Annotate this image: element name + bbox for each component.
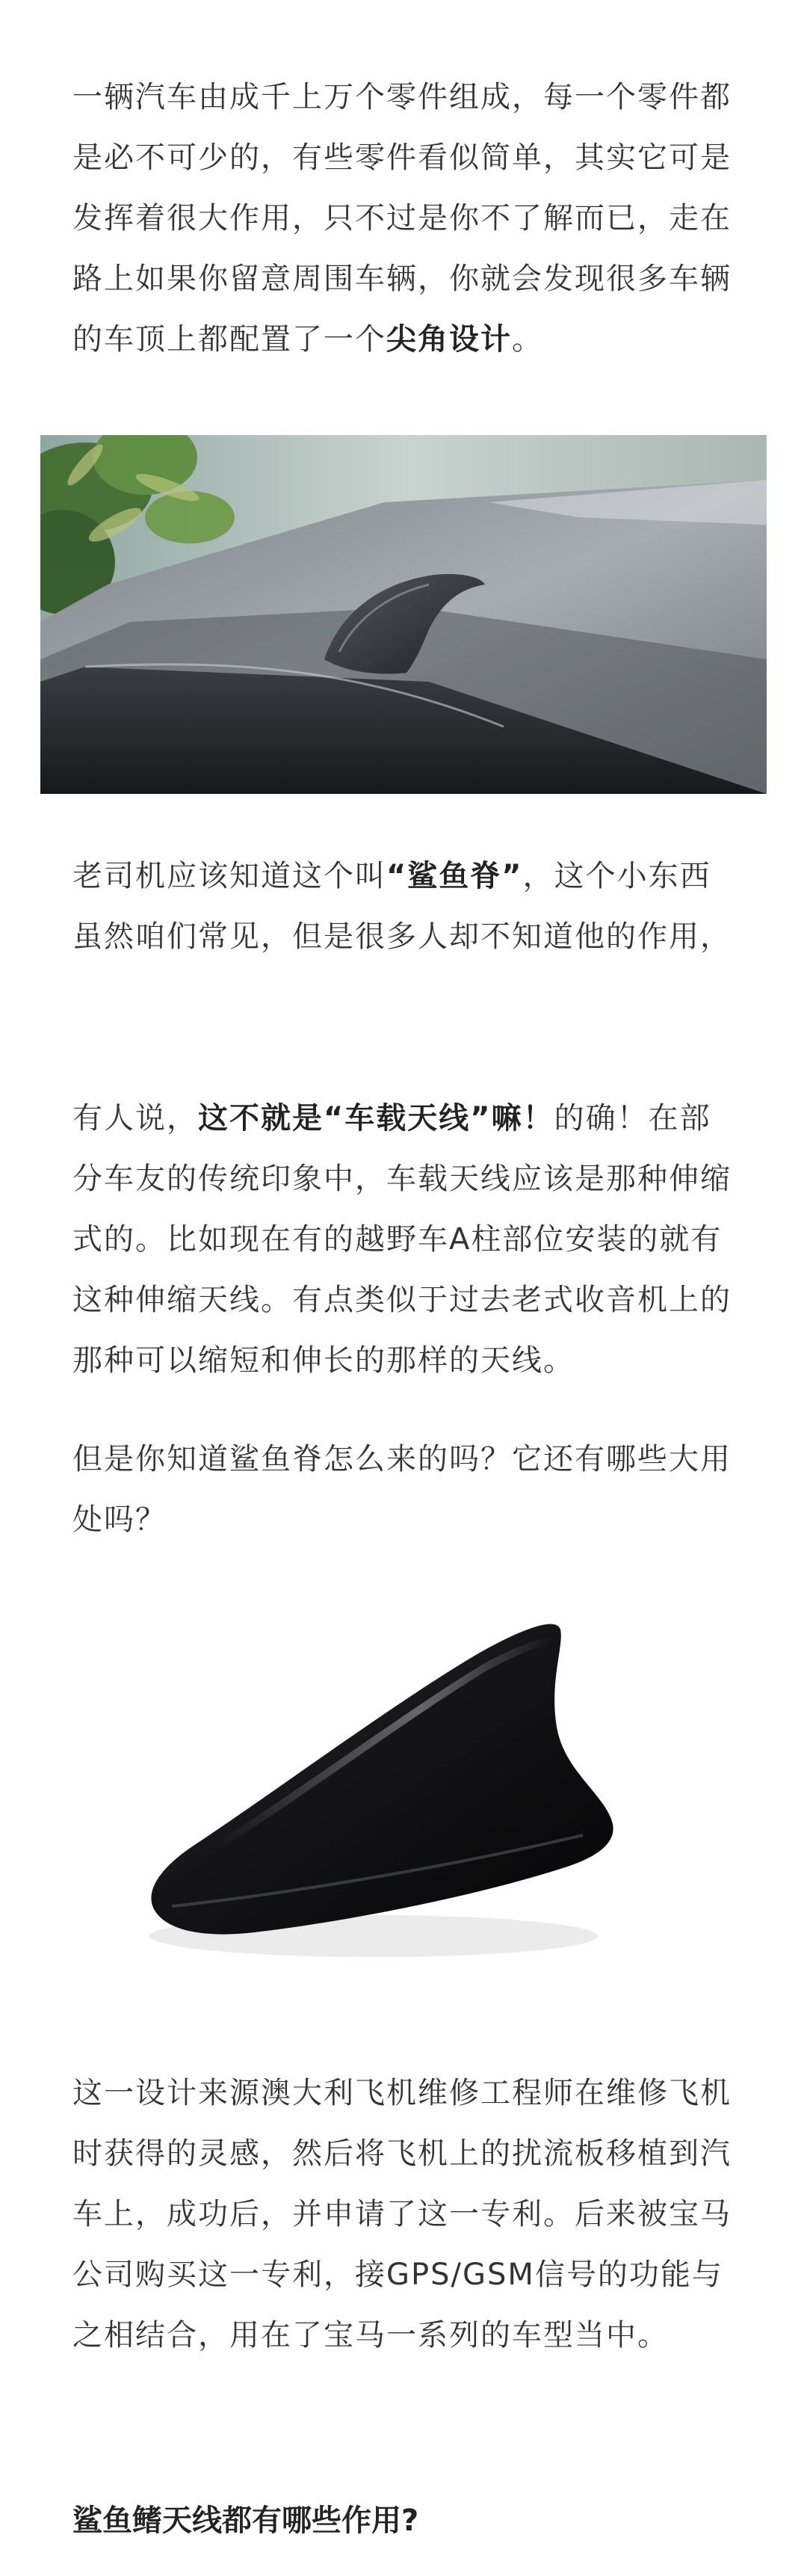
shark-fin-paragraph: 老司机应该知道这个叫“鲨鱼脊”，这个小东西虽然咱们常见，但是很多人却不知道他的作用，: [72, 859, 732, 954]
bold-term: “鲨鱼脊”: [386, 859, 523, 893]
car-roof-photo: [40, 435, 767, 794]
antenna-paragraph: 有人说，这不就是“车载天线”嘛！的确！在部分车友的传统印象中，车载天线应该是那种伸缩式的。比如现在有的越野车A柱部位安装的就有这种伸缩天线。有点类似于过去老式收音机上的那种可以缩短和伸长的那样的天线。: [72, 1101, 732, 1378]
shark-fin-antenna-photo: [127, 1600, 665, 1981]
section-heading: 鲨鱼鳍天线都有哪些作用?: [72, 2503, 419, 2538]
bold-phrase: 这不就是“车载天线”嘛！: [198, 1101, 554, 1136]
intro-paragraph: 一辆汽车由成千上万个零件组成，每一个零件都是必不可少的，有些零件看似简单，其实它可是发挥着很大作用，只不过是你不了解而已，走在路上如果你留意周围车辆，你就会发现很多车辆的车顶上都配置了一个尖角设计。: [72, 80, 732, 357]
bold-term: 尖角设计: [386, 322, 512, 357]
car-roof-image: [40, 435, 767, 794]
origin-paragraph: 这一设计来源澳大利飞机维修工程师在维修飞机时获得的灵感，然后将飞机上的扰流板移植到汽车上，成功后，并申请了这一专利。后来被宝马公司购买这一专利，接GPS/GSM信号的功能与之相结合，用在了宝马一系列的车型当中。: [72, 2076, 732, 2352]
shark-fin-antenna-image: [127, 1600, 665, 1981]
question-paragraph: 但是你知道鲨鱼脊怎么来的吗？它还有哪些大用处吗？: [72, 1442, 732, 1537]
